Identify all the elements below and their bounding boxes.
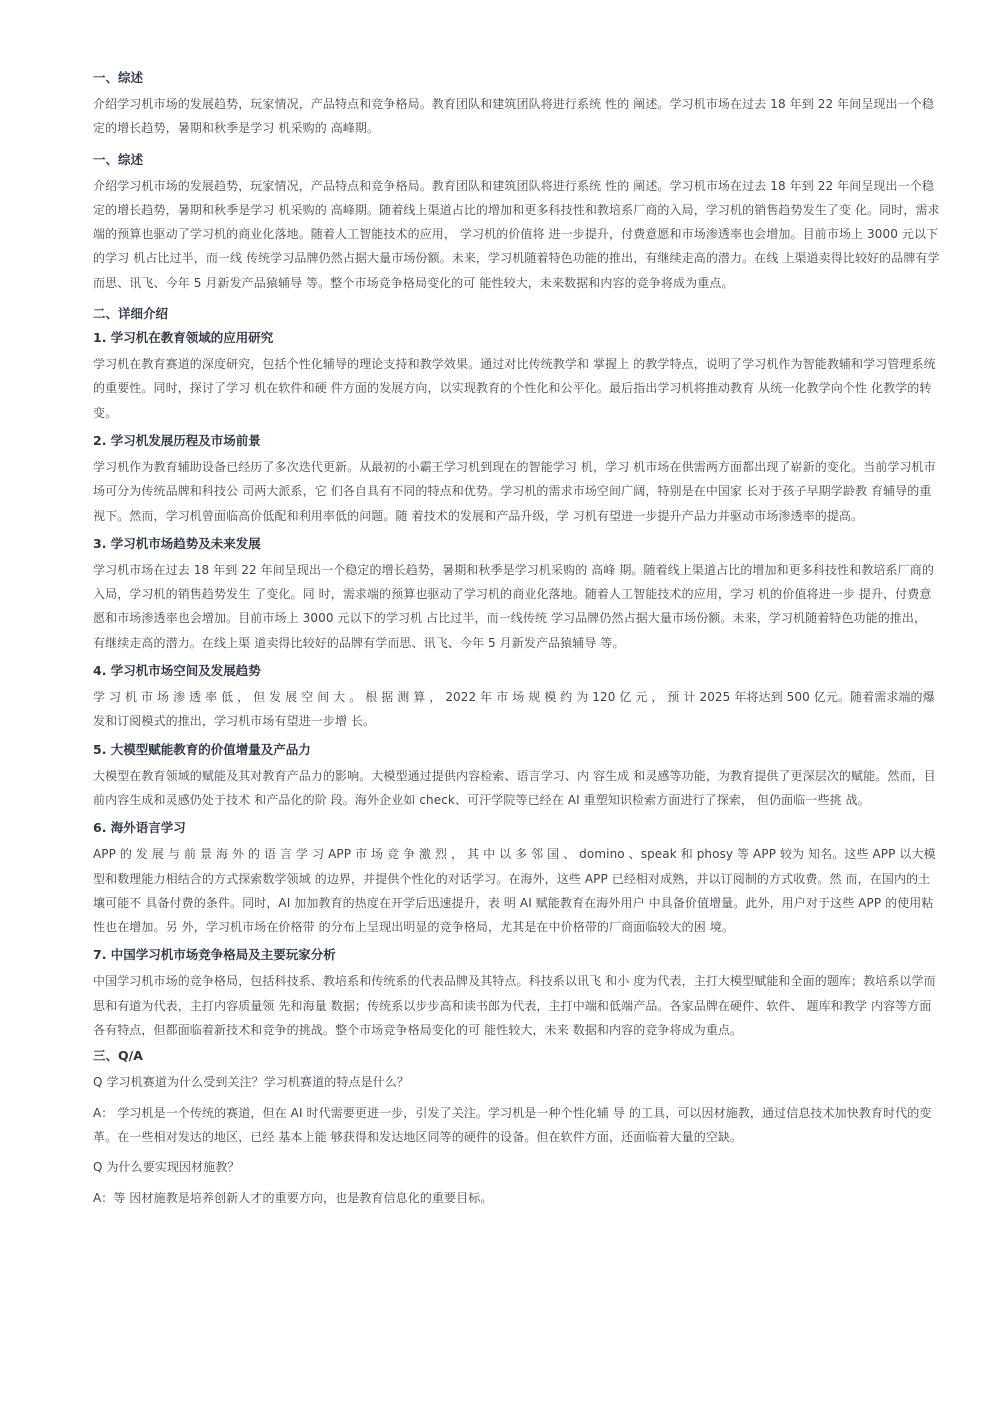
document-page [93, 68, 941, 1210]
subsection-title-6: 6. 海外语言学习 [93, 820, 186, 836]
subsection-title-1: 1. 学习机在教育领域的应用研究 [93, 330, 274, 346]
section-body-overview-b: 介绍学习机市场的发展趋势，玩家情况，产品特点和竞争格局。教育团队和建筑团队将进行系统 性的 阐述。学习机市场在过去 18 年到 22 年间呈现出一个稳定的增长趋势，暑期和秋季是学习 机采购的 高峰期。随着线上渠道占比的增加和更多科技性和教培系厂商的入局，学习机的销售趋势发生了变 化。同时，需求端的预算也驱动了学习机的商业化落地。随着人工智能技术的应用， 学习机的价值将 进一步提升，付费意愿和市场渗透率也会增加。目前市场上 3000 元以下的学习 机占比过半，而一线 传统学习品牌仍然占据大量市场份额。未来，学习机随着特色功能的推出，有继续走高的潜力。在线 上渠道卖得比较好的品牌有学而思、讯飞、今年 5 月新发产品猿辅导 等。整个市场竞争格局变化的可 能性较大，未来数据和内容的竞争将成为重点。 [93, 178, 940, 290]
subsection-title-3: 3. 学习机市场趋势及未来发展 [93, 535, 261, 551]
section-title-detail: 二、详细介绍 [93, 306, 169, 322]
subsection-body-6: APP 的 发 展 与 前 景 海 外 的 语 言 学 习 APP 市 场 竞 争 激 烈 ， 其 中 以 多 邻 国 、 domino 、speak 和 phosy 等 APP 较为 知名。这些 APP 以大模型和数理能力相结合的方式探索数学领域 的边界，并提供个性化的对话学习。在海外，这些 APP 已经相对成熟，并以订阅制的方式收费。然 而，在国内的土壤可能不 具备付费的条件。同时，AI 加加教育的热度在开学后迅速提升，表 明 AI 赋能教育在海外用户 中具备价值增量。此外，用户对于这些 APP 的使用粘性也在增加。另 外，学习机市场在价格带 的分布上呈现出明显的竞争格局，尤其是在中价格带的厂商面临较大的困 境。 [93, 847, 936, 935]
subsection-body-1: 学习机在教育赛道的深度研究，包括个性化辅导的理论支持和教学效果。通过对比传统教学和 掌握上 的教学特点，说明了学习机作为智能教辅和学习管理系统的重要性。同时，探讨了学习 机在软件和硬 件方面的发展方向，以实现教育的个性化和公平化。最后指出学习机将推动教育 从统一化教学向个性 化教学的转变。 [93, 357, 936, 420]
section-body-overview-a: 介绍学习机市场的发展趋势，玩家情况，产品特点和竞争格局。教育团队和建筑团队将进行系统 性的 阐述。学习机市场在过去 18 年到 22 年间呈现出一个稳定的增长趋势，暑期和秋季是学习 机采购的 高峰期。 [93, 97, 934, 136]
section-title-qa: 三、Q/A [93, 1048, 143, 1064]
subsection-title-7: 7. 中国学习机市场竞争格局及主要玩家分析 [93, 947, 336, 963]
subsection-title-4: 4. 学习机市场空间及发展趋势 [93, 663, 261, 679]
subsection-body-3: 学习机市场在过去 18 年到 22 年间呈现出一个稳定的增长趋势，暑期和秋季是学习机采购的 高峰 期。随着线上渠道占比的增加和更多科技性和教培系厂商的入局，学习机的销售趋势发生 了变化。同 时，需求端的预算也驱动了学习机的商业化落地。随着人工智能技术的应用，学习 机的价值将进一步 提升，付费意愿和市场渗透率也会增加。目前市场上 3000 元以下的学习机 占比过半，而一线传统 学习品牌仍然占据大量市场份额。未来，学习机随着特色功能的推出， 有继续走高的潜力。在线上渠 道卖得比较好的品牌有学而思、讯飞、今年 5 月新发产品猿辅导 等。 [93, 562, 934, 650]
qa-answer-1: A： 学习机是一个传统的赛道，但在 AI 时代需要更进一步，引发了关注。学习机是一种个性化辅 导 的工具，可以因材施教，通过信息技术加快教育时代的变革。在一些相对发达的地区，已经 基本上能 够获得和发达地区同等的硬件的设备。但在软件方面，还面临着大量的空缺。 [93, 1105, 932, 1144]
subsection-body-5: 大模型在教育领域的赋能及其对教育产品力的影响。大模型通过提供内容检索、语言学习、内 容生成 和灵感等功能，为教育提供了更深层次的赋能。然而，目前内容生成和灵感仍处于技术 和产品化的阶 段。海外企业如 check、可汗学院等已经在 AI 重塑知识检索方面进行了探索， 但仍面临一些挑 战。 [93, 768, 936, 807]
subsection-body-2: 学习机作为教育辅助设备已经历了多次迭代更新。从最初的小霸王学习机到现在的智能学习 机，学习 机市场在供需两方面都出现了崭新的变化。当前学习机市场可分为传统品牌和科技公 司两大派系，它 们各自具有不同的特点和优势。学习机的需求市场空间广阔，特别是在中国家 长对于孩子早期学龄教 育辅导的重视下。然而，学习机曾面临高价低配和利用率低的问题。随 着技术的发展和产品升级，学 习机有望进一步提升产品力并驱动市场渗透率的提高。 [93, 459, 936, 523]
section-title-overview-b: 一、综述 [93, 151, 144, 167]
qa-question-2: Q 为什么要实现因材施教？ [93, 1160, 240, 1175]
section-title-overview-a: 一、综述 [93, 70, 144, 85]
qa-question-1: Q 学习机赛道为什么受到关注？学习机赛道的特点是什么？ [93, 1075, 409, 1090]
subsection-body-7: 中国学习机市场的竞争格局，包括科技系、教培系和传统系的代表品牌及其特点。科技系以讯飞 和小 度为代表，主打大模型赋能和全面的题库；教培系以学而思和有道为代表，主打内容质量领 先和海量 数据；传统系以步步高和读书郎为代表，主打中端和低端产品。各家品牌在硬件、软件、 题库和教学 内容等方面各有特点，但都面临着新技术和竞争的挑战。整个市场竞争格局变化的可 能性较大，未来 数据和内容的竞争将成为重点。 [93, 974, 936, 1038]
subsection-title-5: 5. 大模型赋能教育的价值增量及产品力 [93, 741, 311, 757]
qa-answer-2: A：等 因材施教是培养创新人才的重要方向，也是教育信息化的重要目标。 [93, 1190, 493, 1205]
subsection-title-2: 2. 学习机发展历程及市场前景 [93, 432, 261, 448]
subsection-body-4: 学 习 机 市 场 渗 透 率 低 ， 但 发 展 空 间 大 。 根 据 测 算 ， 2022 年 市 场 规 模 约 为 120 亿 元 ， 预 计 2025 年将达到 500 亿元。随着需求端的爆发和订阅模式的推出，学习机市场有望进一步增 长。 [93, 690, 935, 729]
